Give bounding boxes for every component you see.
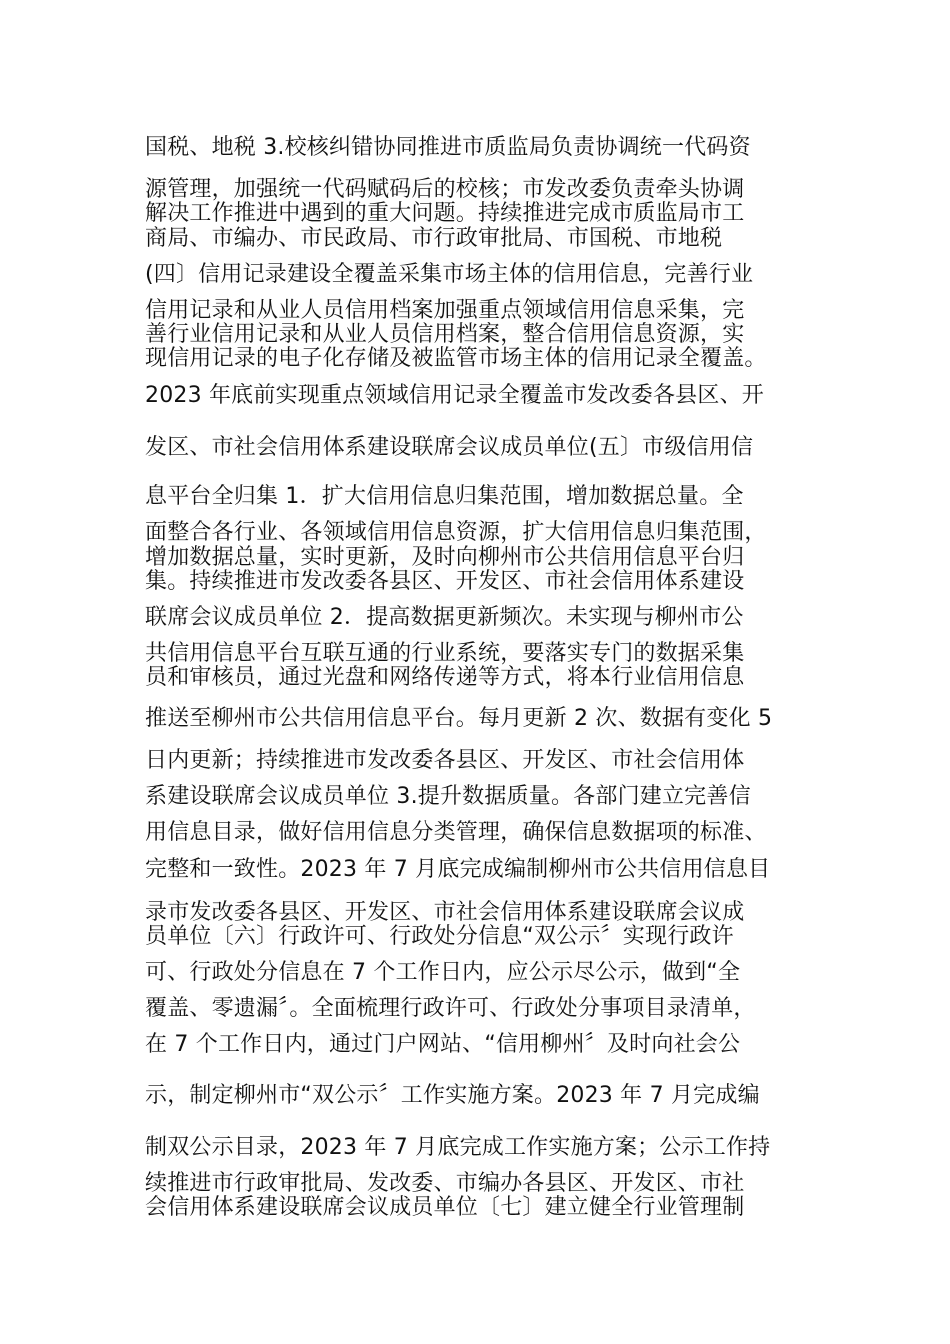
text-line: 完整和一致性。2023 年 7 月底完成编制柳州市公共信用信息目: [145, 857, 771, 882]
text-line: 推送至柳州市公共信用信息平台。每月更新 2 次、数据有变化 5: [145, 706, 773, 731]
text-line: 解决工作推进中遇到的重大问题。持续推进完成市质监局市工: [145, 201, 745, 226]
text-line: 2023 年底前实现重点领域信用记录全覆盖市发改委各县区、开: [145, 383, 764, 408]
text-line: 集。持续推进市发改委各县区、开发区、市社会信用体系建设: [145, 569, 745, 594]
text-line: 息平台全归集 1．扩大信用信息归集范围，增加数据总量。全: [145, 484, 744, 509]
text-line: 员和审核员，通过光盘和网络传递等方式，将本行业信用信息: [145, 665, 745, 690]
text-line: 商局、市编办、市民政局、市行政审批局、市国税、市地税: [145, 226, 723, 251]
text-line: 信用记录和从业人员信用档案加强重点领域信用信息采集，完: [145, 298, 745, 323]
text-line: 录市发改委各县区、开发区、市社会信用体系建设联席会议成: [145, 900, 745, 925]
text-line: 联席会议成员单位 2．提高数据更新频次。未实现与柳州市公: [145, 605, 744, 630]
text-line: 共信用信息平台互联互通的行业系统，要落实专门的数据采集: [145, 641, 745, 666]
text-line: 发区、市社会信用体系建设联席会议成员单位(五〕市级信用信: [145, 435, 754, 460]
text-line: 续推进市行政审批局、发改委、市编办各县区、开发区、市社: [145, 1171, 745, 1196]
text-line: 系建设联席会议成员单位 3.提升数据质量。各部门建立完善信: [145, 784, 751, 809]
text-line: 会信用体系建设联席会议成员单位〔七〕建立健全行业管理制: [145, 1195, 745, 1220]
text-line: (四〕信用记录建设全覆盖采集市场主体的信用信息，完善行业: [145, 262, 754, 287]
text-line: 源管理，加强统一代码赋码后的校核；市发改委负责牵头协调: [145, 177, 745, 202]
text-line: 制双公示目录，2023 年 7 月底完成工作实施方案；公示工作持: [145, 1135, 771, 1160]
text-line: 面整合各行业、各领域信用信息资源，扩大信用信息归集范围，: [145, 520, 767, 545]
text-line: 用信息目录，做好信用信息分类管理，确保信息数据项的标准、: [145, 820, 767, 845]
text-line: 增加数据总量，实时更新，及时向柳州市公共信用信息平台归: [145, 545, 745, 570]
text-line: 日内更新；持续推进市发改委各县区、开发区、市社会信用体: [145, 748, 745, 773]
text-line: 善行业信用记录和从业人员信用档案，整合信用信息资源，实: [145, 322, 745, 347]
text-line: 国税、地税 3.校核纠错协同推进市质监局负责协调统一代码资: [145, 135, 751, 160]
text-line: 示，制定柳州市“双公示〞工作实施方案。2023 年 7 月完成编: [145, 1083, 760, 1108]
text-line: 在 7 个工作日内，通过门户网站、“信用柳州〞及时向社会公: [145, 1032, 741, 1057]
text-line: 可、行政处分信息在 7 个工作日内，应公示尽公示，做到“全: [145, 960, 741, 985]
text-line: 员单位〔六〕行政许可、行政处分信息“双公示〞实现行政许: [145, 924, 734, 949]
text-line: 覆盖、零遗漏〞。全面梳理行政许可、行政处分事项目录清单，: [145, 996, 756, 1021]
text-line: 现信用记录的电子化存储及被监管市场主体的信用记录全覆盖。: [145, 346, 767, 371]
